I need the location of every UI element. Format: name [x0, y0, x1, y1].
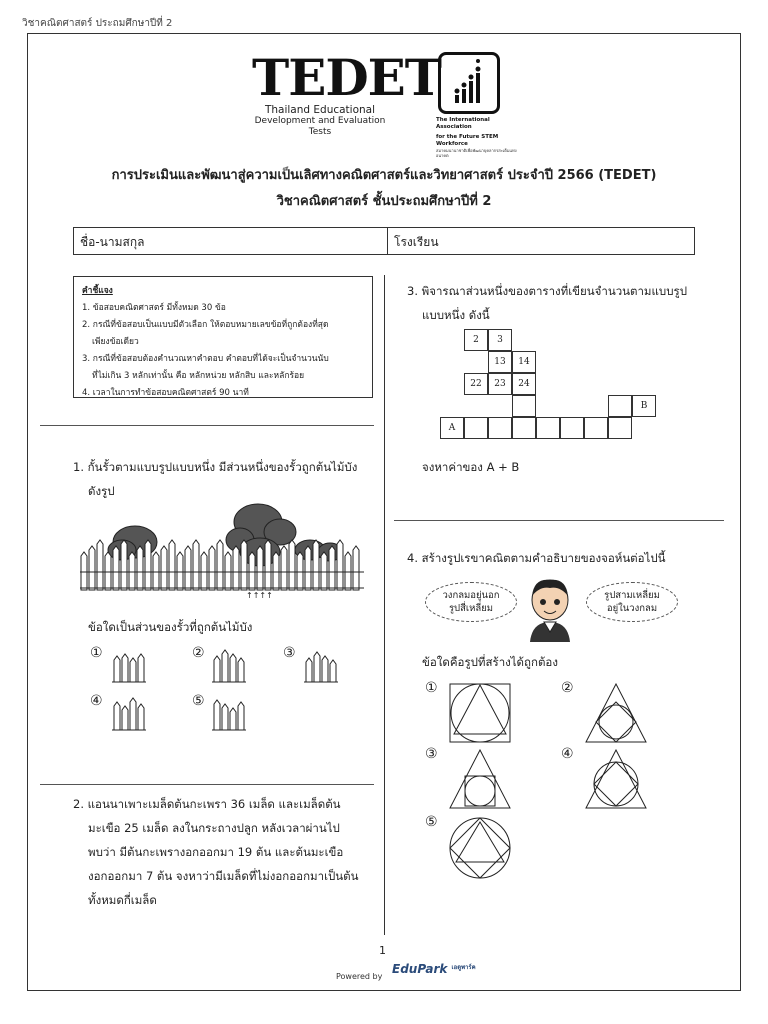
q3-text: 3. พิจารณาส่วนหนึ่งของตารางที่เขียนจำนวนตามแบบรูป: [407, 284, 688, 298]
q4-option-2-mark[interactable]: ②: [561, 680, 574, 696]
grid-cell: [560, 417, 584, 439]
fence-picket: [97, 540, 103, 590]
association-line3: สมาคมนานาชาติเพื่อพัฒนาบุคลากรสะเต็มแห่งอนาคต: [436, 148, 517, 158]
fence-picket: [265, 540, 271, 590]
q4-option-4-mark[interactable]: ④: [561, 746, 574, 762]
separator: [40, 784, 374, 785]
fence-picket: [305, 546, 311, 590]
grid-cell: 13: [488, 351, 512, 373]
grid-cell: [464, 417, 488, 439]
bubble-left-line: วงกลมอยู่นอก: [442, 590, 500, 601]
q1-text: 1. กั้นรั้วตามแบบรูปแบบหนึ่ง มีส่วนหนึ่งของรั้วถูกต้นไม้บัง: [73, 460, 358, 474]
instruction-item: 3. กรณีที่ข้อสอบต้องคำนวณหาคำตอบ คำตอบที่ได้จะเป็นจำนวนนับ: [82, 354, 329, 364]
student-info-box: [73, 227, 695, 255]
bubble-right-line: อยู่ในวงกลม: [606, 603, 658, 614]
fence-picket: [257, 546, 263, 590]
fence-picket: [217, 540, 223, 590]
fence-picket: [129, 552, 135, 590]
fence-picket: [353, 546, 359, 590]
separator: [394, 520, 724, 521]
svg-text:↑↑↑↑: ↑↑↑↑: [246, 591, 273, 600]
q2-text: ทั้งหมดกี่เมล็ด: [88, 893, 157, 907]
q2-text: งอกออกมา 7 ต้น จงหาว่ามีเมล็ดที่ไม่งอกออกมาเป็นต้น: [88, 869, 359, 883]
q1-option-1-fence[interactable]: [112, 648, 148, 684]
grid-cell: [608, 417, 632, 439]
fence-picket: [161, 546, 167, 590]
q2-text: 2. แอนนาเพาะเมล็ดต้นกะเพรา 36 เมล็ด และเมล็ดต้น: [73, 797, 341, 811]
grid-cell: [608, 395, 632, 417]
fence-picket: [193, 540, 199, 590]
q1-option-3-fence[interactable]: [304, 648, 340, 684]
association-logo: [436, 52, 516, 158]
instruction-item: 2. กรณีที่ข้อสอบเป็นแบบมีตัวเลือก ให้ตอบหมายเลขข้อที่ถูกต้องที่สุด: [82, 320, 329, 330]
association-line2: for the Future STEM Workforce: [436, 134, 499, 147]
tedet-logo-line1: Thailand Educational: [264, 104, 376, 116]
q1-option-4-fence[interactable]: [112, 696, 148, 732]
fence-picket: [249, 552, 255, 590]
grid-cell: 22: [464, 373, 488, 395]
fence-picket: [313, 540, 319, 590]
exam-title: การประเมินและพัฒนาสู่ความเป็นเลิศทางคณิตศาสตร์และวิทยาศาสตร์ ประจำปี 2566 (TEDET): [111, 168, 657, 183]
fence-picket: [273, 552, 279, 590]
grid-cell-b: B: [632, 395, 656, 417]
q1-option-2-mark[interactable]: ②: [192, 645, 205, 661]
q1-option-5-mark[interactable]: ⑤: [192, 693, 205, 709]
q1-option-4-mark[interactable]: ④: [90, 693, 103, 709]
fence-picket: [321, 552, 327, 590]
speech-bubble-right: [586, 582, 678, 622]
q4-option-3-figure[interactable]: [448, 748, 512, 810]
q4-option-3-mark[interactable]: ③: [425, 746, 438, 762]
instructions-heading: คำชี้แจง: [82, 286, 113, 296]
grid-cell: 23: [488, 373, 512, 395]
fence-picket: [201, 552, 207, 590]
q4-option-2-figure[interactable]: [584, 682, 648, 744]
grid-cell: [512, 417, 536, 439]
q4-question: ข้อใดคือรูปที่สร้างได้ถูกต้อง: [422, 655, 558, 669]
q1-option-2-fence[interactable]: [212, 648, 248, 684]
page-number: 1: [379, 944, 386, 957]
fence-picket: [329, 546, 335, 590]
instruction-item: 4. เวลาในการทำข้อสอบคณิตศาสตร์ 90 นาที: [82, 388, 249, 398]
bubble-right-line: รูปสามเหลี่ยม: [604, 590, 660, 601]
grid-cell: 24: [512, 373, 536, 395]
instruction-item: ที่ไม่เกิน 3 หลักเท่านั้น คือ หลักหน่วย หลักสิบ และหลักร้อย: [92, 371, 305, 381]
fence-picket: [153, 552, 159, 590]
fence-picket: [81, 552, 87, 590]
fence-picket: [345, 552, 351, 590]
exam-subtitle: วิชาคณิตศาสตร์ ชั้นประถมศึกษาปีที่ 2: [276, 194, 492, 209]
boy-illustration: [520, 576, 580, 642]
fence-picket: [297, 552, 303, 590]
association-line1: The International Association: [436, 117, 490, 130]
edupark-logo-text: EduPark: [392, 962, 448, 976]
powered-by-label: Powered by: [336, 972, 383, 981]
bubble-left-line: รูปสี่เหลี่ยม: [448, 603, 494, 614]
q3-question: จงหาค่าของ A + B: [422, 460, 520, 474]
q4-option-1-mark[interactable]: ①: [425, 680, 438, 696]
separator: [40, 425, 374, 426]
association-logo-mark: [438, 52, 500, 114]
fence-picket: [185, 546, 191, 590]
column-divider: [384, 275, 385, 935]
speech-bubble-left: [425, 582, 517, 622]
q2-text: มะเขือ 25 เมล็ด ลงในกระถางปลูก หลังเวลาผ่านไป: [88, 821, 340, 835]
tedet-logo: [252, 48, 441, 138]
grid-cell: 2: [464, 329, 488, 351]
grid-cell: 14: [512, 351, 536, 373]
q4-option-5-figure[interactable]: [448, 816, 512, 880]
q4-option-1-figure[interactable]: [448, 682, 512, 744]
fence-picket: [241, 540, 247, 590]
q1-text-2: ดังรูป: [88, 484, 115, 498]
fence-picket: [225, 552, 231, 590]
instruction-item: เพียงข้อเดียว: [92, 337, 139, 347]
edupark-logo-small: เอดูพาร์ค: [451, 964, 476, 971]
grid-cell-a: A: [440, 417, 464, 439]
fence-picket: [233, 546, 239, 590]
fence-picket: [137, 546, 143, 590]
instruction-item: 1. ข้อสอบคณิตศาสตร์ มีทั้งหมด 30 ข้อ: [82, 303, 226, 313]
fence-picket: [89, 546, 95, 590]
school-field[interactable]: โรงเรียน: [394, 235, 439, 249]
tedet-logo-text: TEDET: [252, 48, 441, 107]
grid-cell: [488, 417, 512, 439]
header-note: วิชาคณิตศาสตร์ ประถมศึกษาปีที่ 2: [22, 18, 173, 29]
fence-with-trees-image: [80, 500, 364, 600]
fence-picket: [113, 546, 119, 590]
q1-question: ข้อใดเป็นส่วนของรั้วที่ถูกต้นไม้บัง: [88, 620, 253, 634]
fence-picket: [177, 552, 183, 590]
fence-picket: [121, 540, 127, 590]
name-field[interactable]: ชื่อ-นามสกุล: [74, 228, 388, 254]
fence-picket: [281, 546, 287, 590]
fence-picket: [209, 546, 215, 590]
grid-cell: [584, 417, 608, 439]
q3-text-2: แบบหนึ่ง ดังนี้: [422, 308, 490, 322]
grid-cell: 3: [488, 329, 512, 351]
grid-cell: [536, 417, 560, 439]
fence-picket: [169, 540, 175, 590]
q4-option-4-figure[interactable]: [584, 748, 648, 810]
grid-cell: [512, 395, 536, 417]
fence-picket: [105, 552, 111, 590]
q2-text: พบว่า มีต้นกะเพรางอกออกมา 19 ต้น และต้นมะเขือ: [88, 845, 344, 859]
fence-picket: [289, 540, 295, 590]
q1-option-1-mark[interactable]: ①: [90, 645, 103, 661]
fence-picket: [145, 540, 151, 590]
q4-text: 4. สร้างรูปเรขาคณิตตามคำอธิบายของจอห์นต่อไปนี้: [407, 551, 666, 565]
q1-option-3-mark[interactable]: ③: [283, 645, 296, 661]
q1-option-5-fence[interactable]: [212, 696, 248, 732]
q4-option-5-mark[interactable]: ⑤: [425, 814, 438, 830]
tedet-logo-line2: Development and Evaluation Tests: [254, 116, 386, 137]
fence-picket: [337, 540, 343, 590]
edupark-logo: [392, 962, 476, 976]
instructions-box: [73, 276, 373, 398]
